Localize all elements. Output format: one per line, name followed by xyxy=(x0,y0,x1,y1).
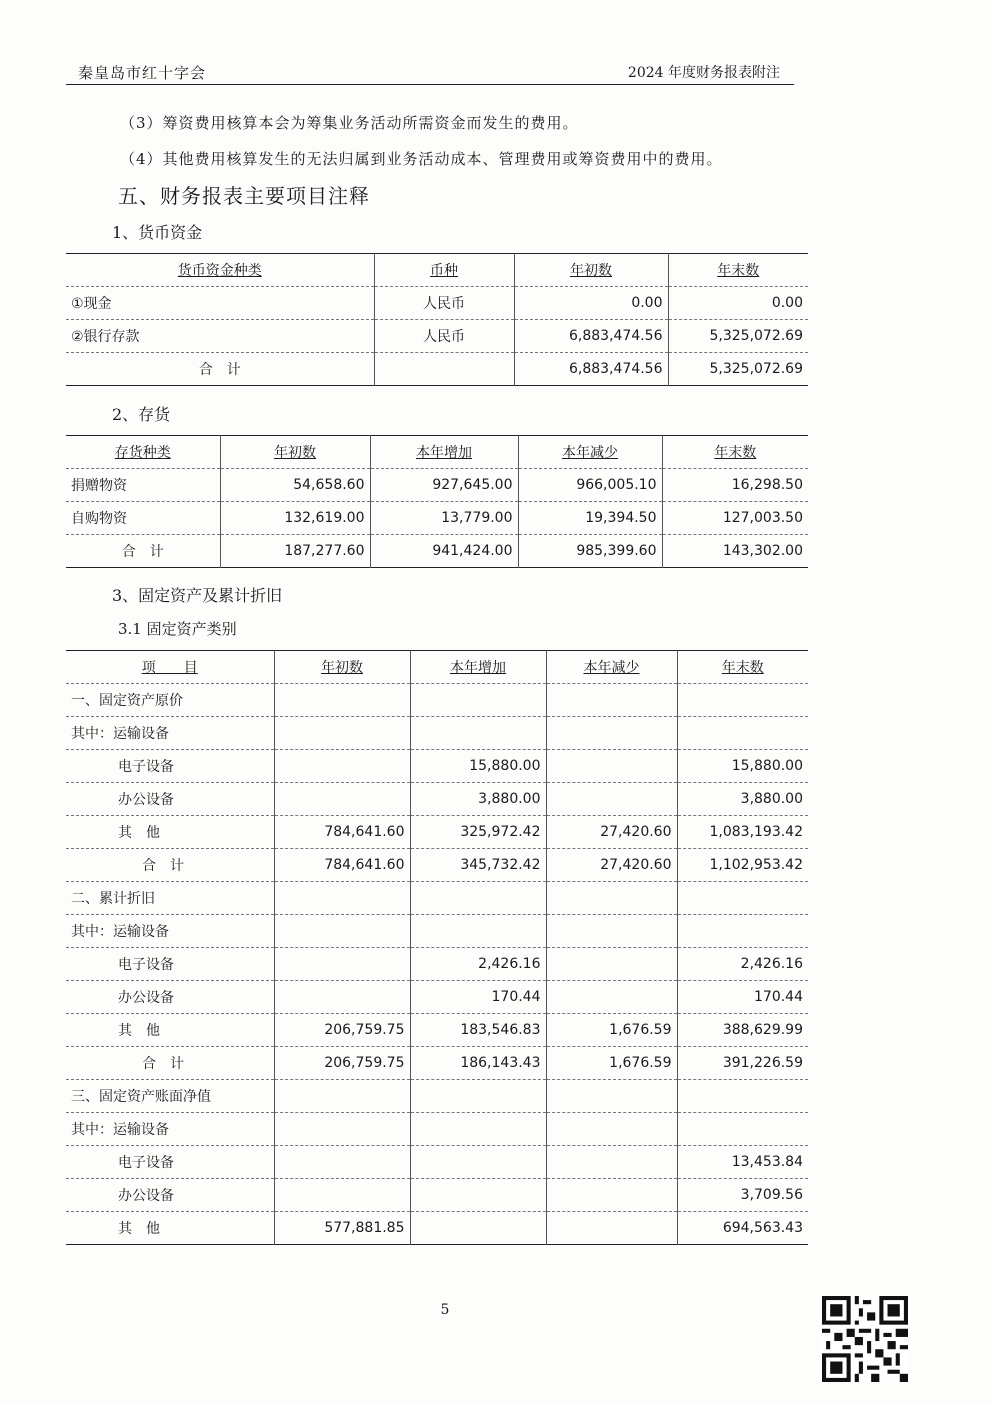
table-cell xyxy=(410,1212,546,1245)
table-cell: 人民币 xyxy=(374,287,514,320)
table-cell: 19,394.50 xyxy=(518,502,662,535)
table-cell: 54,658.60 xyxy=(220,469,370,502)
cash-table xyxy=(66,253,808,386)
table-cell xyxy=(546,1146,677,1179)
table-row xyxy=(66,948,808,981)
table-cell xyxy=(546,684,677,717)
table-cell xyxy=(410,684,546,717)
table-cell xyxy=(546,1212,677,1245)
table-cell xyxy=(274,1080,410,1113)
table-cell xyxy=(677,882,808,915)
table-row xyxy=(66,1014,808,1047)
table-cell xyxy=(410,1080,546,1113)
table-cell xyxy=(677,717,808,750)
table-cell xyxy=(274,684,410,717)
table-cell: 13,779.00 xyxy=(370,502,518,535)
table-row xyxy=(66,1113,808,1146)
inventory-table xyxy=(66,435,808,568)
table-cell xyxy=(410,717,546,750)
table-cell xyxy=(274,882,410,915)
header-organization: 秦皇岛市红十字会 xyxy=(78,64,207,82)
table-row xyxy=(66,1146,808,1179)
column-header xyxy=(374,254,514,287)
table-cell: 206,759.75 xyxy=(274,1047,410,1080)
table-cell: 927,645.00 xyxy=(370,469,518,502)
table-cell: 170.44 xyxy=(410,981,546,1014)
column-header xyxy=(66,436,220,469)
column-header xyxy=(66,651,274,684)
table-cell: 3,709.56 xyxy=(677,1179,808,1212)
column-header-label: 存货种类 xyxy=(114,445,171,461)
table-cell: 0.00 xyxy=(668,287,808,320)
table-row xyxy=(66,684,808,717)
table-cell: 170.44 xyxy=(677,981,808,1014)
table-cell: 15,880.00 xyxy=(677,750,808,783)
row-label: 二、累计折旧 xyxy=(66,882,274,915)
table-header-row xyxy=(66,651,808,684)
table-row xyxy=(66,816,808,849)
column-header-label: 本年减少 xyxy=(562,445,618,461)
table-cell xyxy=(274,750,410,783)
table-cell xyxy=(274,1113,410,1146)
table-cell xyxy=(546,915,677,948)
table-row xyxy=(66,783,808,816)
table-cell: 6,883,474.56 xyxy=(514,320,668,353)
table-row xyxy=(66,750,808,783)
table-row xyxy=(66,535,808,568)
column-header-label: 年初数 xyxy=(570,263,612,279)
table-cell xyxy=(546,750,677,783)
column-header-label: 年末数 xyxy=(717,263,760,279)
table-cell: 2,426.16 xyxy=(410,948,546,981)
row-label: 合 计 xyxy=(66,849,274,882)
row-label: 捐赠物资 xyxy=(66,469,220,502)
table-cell: 0.00 xyxy=(514,287,668,320)
row-label: 办公设备 xyxy=(66,1179,274,1212)
table-cell: 3,880.00 xyxy=(410,783,546,816)
column-header xyxy=(677,651,808,684)
table-cell: 784,641.60 xyxy=(274,849,410,882)
column-header xyxy=(66,254,374,287)
table-cell xyxy=(274,1146,410,1179)
table-row xyxy=(66,1047,808,1080)
table-cell: 985,399.60 xyxy=(518,535,662,568)
table-cell: 27,420.60 xyxy=(546,816,677,849)
column-header-label: 本年增加 xyxy=(416,445,472,461)
table-header-row xyxy=(66,436,808,469)
table-cell: 1,102,953.42 xyxy=(677,849,808,882)
row-label: 其中：运输设备 xyxy=(66,915,274,948)
table-cell xyxy=(677,915,808,948)
paragraph-other-expense: （4）其他费用核算发生的无法归属到业务活动成本、管理费用或筹资费用中的费用。 xyxy=(120,150,723,168)
row-label: 其 他 xyxy=(66,1014,274,1047)
row-label: 其中：运输设备 xyxy=(66,1113,274,1146)
table-cell: 577,881.85 xyxy=(274,1212,410,1245)
table-cell: 391,226.59 xyxy=(677,1047,808,1080)
table-row xyxy=(66,1212,808,1245)
row-label: 电子设备 xyxy=(66,750,274,783)
row-label: 三、固定资产账面净值 xyxy=(66,1080,274,1113)
column-header-label: 币种 xyxy=(430,263,458,279)
paragraph-fundraising-expense: （3）筹资费用核算本会为筹集业务活动所需资金而发生的费用。 xyxy=(120,114,579,132)
row-label: 其中：运输设备 xyxy=(66,717,274,750)
header-rule xyxy=(66,84,794,85)
column-header-label: 年末数 xyxy=(714,445,757,461)
table-row xyxy=(66,981,808,1014)
column-header xyxy=(220,436,370,469)
column-header-label: 本年增加 xyxy=(450,660,506,676)
table-cell xyxy=(677,684,808,717)
table-row xyxy=(66,849,808,882)
table-cell xyxy=(274,948,410,981)
table-cell xyxy=(677,1080,808,1113)
table-cell: 5,325,072.69 xyxy=(668,320,808,353)
table-cell: 127,003.50 xyxy=(662,502,808,535)
table-cell: 143,302.00 xyxy=(662,535,808,568)
table-cell xyxy=(410,1146,546,1179)
column-header-label: 年初数 xyxy=(321,660,363,676)
table-cell: 13,453.84 xyxy=(677,1146,808,1179)
table-row xyxy=(66,1080,808,1113)
table-row xyxy=(66,717,808,750)
row-label: 电子设备 xyxy=(66,1146,274,1179)
page-number: 5 xyxy=(440,1302,450,1318)
table-cell xyxy=(410,915,546,948)
table-cell: 1,676.59 xyxy=(546,1014,677,1047)
column-header xyxy=(514,254,668,287)
row-label: 一、固定资产原价 xyxy=(66,684,274,717)
table-cell: 325,972.42 xyxy=(410,816,546,849)
column-header-label: 项 目 xyxy=(141,660,198,676)
section-title: 五、财务报表主要项目注释 xyxy=(118,184,370,208)
table-cell xyxy=(274,717,410,750)
row-label: ②银行存款 xyxy=(66,320,374,353)
table-cell: 183,546.83 xyxy=(410,1014,546,1047)
table-cell: 1,676.59 xyxy=(546,1047,677,1080)
row-label: 其 他 xyxy=(118,1221,160,1237)
table-cell xyxy=(410,882,546,915)
table-cell xyxy=(546,1080,677,1113)
table-row xyxy=(66,502,808,535)
fixed-assets-subtitle: 3.1 固定资产类别 xyxy=(118,620,237,638)
table-cell xyxy=(274,915,410,948)
row-label: 电子设备 xyxy=(66,948,274,981)
row-label: 合 计 xyxy=(121,544,164,560)
table-cell: 人民币 xyxy=(374,320,514,353)
column-header xyxy=(546,651,677,684)
table-cell xyxy=(410,1113,546,1146)
table-cell xyxy=(274,1179,410,1212)
table-cell xyxy=(274,981,410,1014)
table-cell xyxy=(546,981,677,1014)
table-cell xyxy=(546,1179,677,1212)
table-cell xyxy=(546,783,677,816)
table-cell xyxy=(546,948,677,981)
table-cell: 16,298.50 xyxy=(662,469,808,502)
row-label: 合 计 xyxy=(66,1047,274,1080)
column-header xyxy=(662,436,808,469)
table-cell: 6,883,474.56 xyxy=(514,353,668,386)
inventory-title: 2、存货 xyxy=(112,405,171,424)
qr-code-icon xyxy=(822,1296,908,1382)
table-cell: 27,420.60 xyxy=(546,849,677,882)
table-row xyxy=(66,353,808,386)
table-cell: 187,277.60 xyxy=(220,535,370,568)
table-cell: 132,619.00 xyxy=(220,502,370,535)
table-cell: 206,759.75 xyxy=(274,1014,410,1047)
column-header-label: 年末数 xyxy=(721,660,764,676)
table-cell xyxy=(546,717,677,750)
table-header-row xyxy=(66,254,808,287)
row-label: 合 计 xyxy=(198,362,241,378)
table-cell xyxy=(546,882,677,915)
row-label: 办公设备 xyxy=(66,783,274,816)
row-label: 办公设备 xyxy=(66,981,274,1014)
table-row xyxy=(66,287,808,320)
table-cell: 2,426.16 xyxy=(677,948,808,981)
table-cell: 694,563.43 xyxy=(677,1212,808,1245)
table-cell: 388,629.99 xyxy=(677,1014,808,1047)
table-cell: 941,424.00 xyxy=(370,535,518,568)
table-cell: 966,005.10 xyxy=(518,469,662,502)
table-cell xyxy=(410,1179,546,1212)
table-row xyxy=(66,882,808,915)
column-header xyxy=(410,651,546,684)
table-cell: 1,083,193.42 xyxy=(677,816,808,849)
table-cell: 5,325,072.69 xyxy=(668,353,808,386)
table-cell xyxy=(374,353,514,386)
table-cell: 186,143.43 xyxy=(410,1047,546,1080)
table-cell xyxy=(677,1113,808,1146)
column-header xyxy=(668,254,808,287)
fixed-assets-table xyxy=(66,650,808,1245)
column-header-label: 年初数 xyxy=(274,445,316,461)
row-label: 其 他 xyxy=(66,816,274,849)
table-cell: 345,732.42 xyxy=(410,849,546,882)
table-cell: 3,880.00 xyxy=(677,783,808,816)
row-label: 自购物资 xyxy=(66,502,220,535)
table-cell: 784,641.60 xyxy=(274,816,410,849)
row-label: ①现金 xyxy=(66,287,374,320)
column-header xyxy=(274,651,410,684)
table-row xyxy=(66,915,808,948)
column-header-label: 货币资金种类 xyxy=(177,263,262,279)
table-row xyxy=(66,320,808,353)
column-header xyxy=(370,436,518,469)
cash-title: 1、货币资金 xyxy=(112,223,203,242)
table-cell xyxy=(274,783,410,816)
header-document-title: 2024 年度财务报表附注 xyxy=(627,65,780,81)
table-row xyxy=(66,1179,808,1212)
table-cell: 15,880.00 xyxy=(410,750,546,783)
column-header-label: 本年减少 xyxy=(583,660,640,676)
table-cell xyxy=(546,1113,677,1146)
column-header xyxy=(518,436,662,469)
fixed-assets-title: 3、固定资产及累计折旧 xyxy=(112,586,283,605)
table-row xyxy=(66,469,808,502)
